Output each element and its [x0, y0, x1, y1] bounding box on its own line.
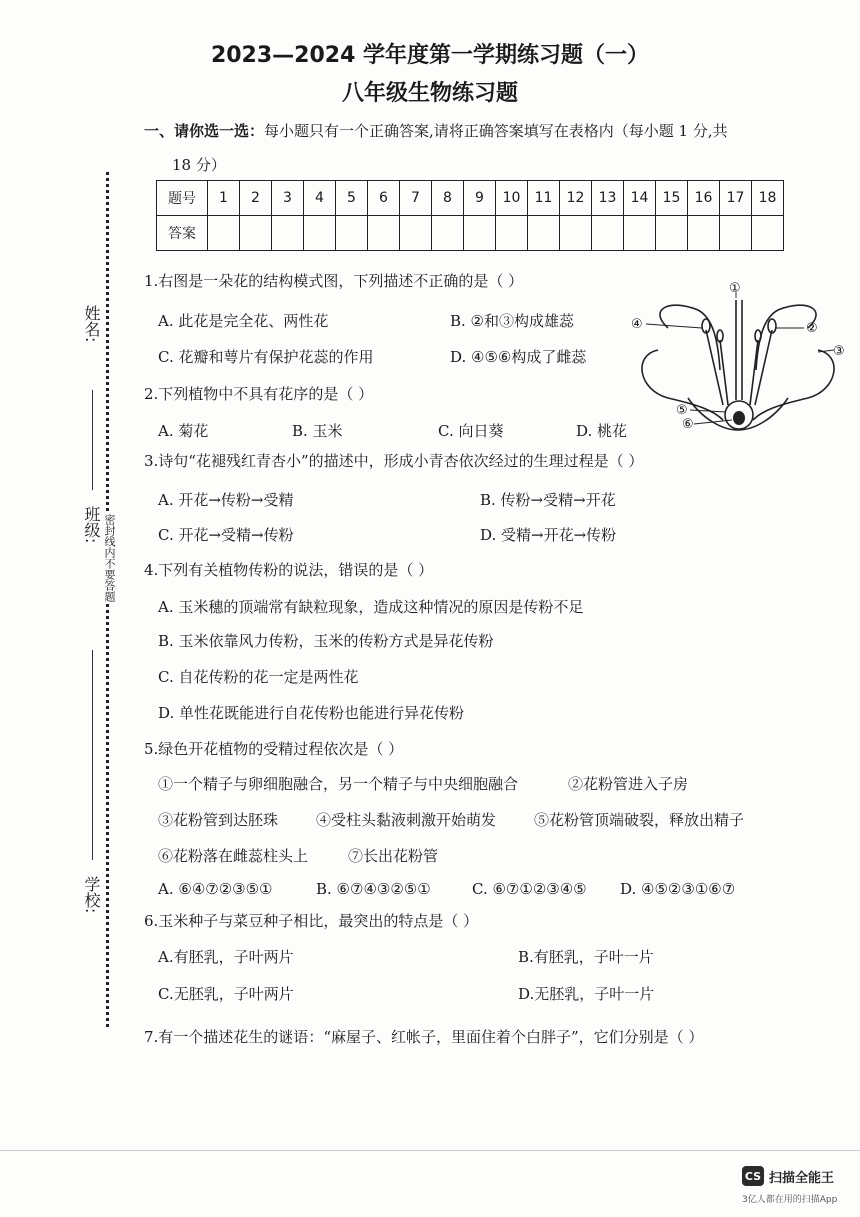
- question-1-option-b: B. ②和③构成雄蕊: [450, 312, 575, 330]
- answer-table-number-cell: 10: [496, 181, 528, 216]
- scanner-logo: [742, 1166, 834, 1186]
- answer-table-answer-cell[interactable]: [368, 216, 400, 251]
- answer-table-header-number: 题号: [157, 181, 208, 216]
- answer-table-answer-cell[interactable]: [528, 216, 560, 251]
- question-6-option-d: D.无胚乳，子叶一片: [518, 985, 655, 1003]
- question-4-option-c: C. 自花传粉的花一定是两性花: [158, 668, 359, 686]
- question-5-option-a: A. ⑥④⑦②③⑤①: [158, 880, 273, 898]
- question-5-step-2: ②花粉管进入子房: [568, 775, 689, 793]
- answer-table-number-cell: 17: [720, 181, 752, 216]
- scanner-logo-name: 扫描全能王: [769, 1170, 835, 1186]
- question-5-step-6: ⑥花粉落在雌蕊柱头上: [158, 847, 309, 865]
- flower-structure-figure: [628, 280, 852, 440]
- exam-subtitle: 八年级生物练习题: [341, 81, 518, 106]
- scanner-logo-tagline: 3亿人都在用的扫描App: [742, 1195, 838, 1205]
- answer-table-answer-cell[interactable]: [240, 216, 272, 251]
- answer-table-answer-cell[interactable]: [752, 216, 784, 251]
- seal-note: 密封线内不要答题: [103, 514, 116, 602]
- scanner-logo-icon: CS: [742, 1166, 764, 1186]
- figure-label-4: ④: [631, 317, 643, 332]
- question-3-option-d: D. 受精→开花→传粉: [480, 526, 617, 544]
- question-4-option-d: D. 单性花既能进行自花传粉也能进行异花传粉: [158, 704, 465, 722]
- answer-table-answer-cell[interactable]: [592, 216, 624, 251]
- school-label: 学校:: [82, 876, 101, 914]
- answer-table-number-cell: 8: [432, 181, 464, 216]
- question-5-option-b: B. ⑥⑦④③②⑤①: [316, 880, 431, 898]
- answer-table-number-cell: 18: [752, 181, 784, 216]
- answer-table-number-cell: 11: [528, 181, 560, 216]
- question-1-option-d: D. ④⑤⑥构成了雌蕊: [450, 348, 587, 366]
- answer-table-number-cell: 5: [336, 181, 368, 216]
- question-3-stem: 3.诗句“花褪残红青杏小”的描述中，形成小青杏依次经过的生理过程是（ ）: [144, 452, 644, 470]
- exam-title: 2023—2024 学年度第一学期练习题（一）: [210, 43, 650, 68]
- name-label: 姓名:: [82, 305, 101, 343]
- question-4-stem: 4.下列有关植物传粉的说法，错误的是（ ）: [144, 561, 434, 579]
- figure-label-1: ①: [729, 281, 741, 296]
- answer-table-number-cell: 14: [624, 181, 656, 216]
- section-instruction: [144, 120, 728, 141]
- answer-table-number-row: [157, 181, 784, 216]
- answer-table-number-cell: 16: [688, 181, 720, 216]
- question-2-option-d: D. 桃花: [576, 422, 628, 440]
- pistil-style: [736, 300, 742, 400]
- petal-left: [660, 305, 720, 370]
- figure-label-6: ⑥: [682, 417, 694, 432]
- section-instruction-text: 每小题只有一个正确答案,请将正确答案填写在表格内（每小题 1 分,共: [264, 122, 728, 140]
- answer-table-answer-row: [157, 216, 784, 251]
- question-3-option-b: B. 传粉→受精→开花: [480, 491, 616, 509]
- answer-table-number-cell: 4: [304, 181, 336, 216]
- question-5-step-5: ⑤花粉管顶端破裂，释放出精子: [534, 811, 745, 829]
- question-4-option-a: A. 玉米穗的顶端常有缺粒现象，造成这种情况的原因是传粉不足: [158, 598, 584, 616]
- answer-table-answer-cell[interactable]: [432, 216, 464, 251]
- question-5-option-d: D. ④⑤②③①⑥⑦: [620, 880, 736, 898]
- question-3-option-a: A. 开花→传粉→受精: [158, 491, 294, 509]
- question-5-step-7: ⑦长出花粉管: [348, 847, 439, 865]
- class-fill-line: [92, 650, 93, 860]
- answer-table-number-cell: 9: [464, 181, 496, 216]
- question-6-option-c: C.无胚乳，子叶两片: [158, 985, 294, 1003]
- section-heading: 一、请你选一选：: [144, 122, 265, 140]
- name-fill-line: [92, 390, 93, 490]
- answer-table-number-cell: 3: [272, 181, 304, 216]
- answer-table-answer-cell[interactable]: [560, 216, 592, 251]
- question-2-stem: 2.下列植物中不具有花序的是（ ）: [144, 385, 374, 403]
- answer-table-answer-cell[interactable]: [464, 216, 496, 251]
- question-1-stem: 1.右图是一朵花的结构模式图，下列描述不正确的是（ ）: [144, 272, 524, 290]
- class-label: 班级:: [82, 506, 101, 544]
- answer-table-header-answer: 答案: [157, 216, 208, 251]
- answer-table-answer-cell[interactable]: [304, 216, 336, 251]
- question-6-stem: 6.玉米种子与菜豆种子相比，最突出的特点是（ ）: [144, 912, 479, 930]
- answer-table-number-cell: 1: [208, 181, 240, 216]
- question-5-step-4: ④受柱头黏液刺激开始萌发: [316, 811, 497, 829]
- answer-table-number-cell: 2: [240, 181, 272, 216]
- answer-table-number-cell: 6: [368, 181, 400, 216]
- question-6-option-a: A.有胚乳，子叶两片: [158, 948, 294, 966]
- figure-label-5: ⑤: [676, 403, 688, 418]
- question-1-option-a: A. 此花是完全花、两性花: [158, 312, 329, 330]
- answer-table-answer-cell[interactable]: [400, 216, 432, 251]
- question-5-step-1: ①一个精子与卵细胞融合，另一个精子与中央细胞融合: [158, 775, 519, 793]
- question-2-option-a: A. 菊花: [158, 422, 209, 440]
- figure-label-2: ②: [806, 321, 818, 336]
- question-7-stem: 7.有一个描述花生的谜语：“麻屋子、红帐子，里面住着个白胖子”，它们分别是（ ）: [144, 1028, 704, 1046]
- answer-table-answer-cell[interactable]: [624, 216, 656, 251]
- footer-divider: [0, 1150, 860, 1151]
- answer-table-answer-cell[interactable]: [208, 216, 240, 251]
- answer-table-answer-cell[interactable]: [720, 216, 752, 251]
- answer-table-number-cell: 15: [656, 181, 688, 216]
- ovule: [733, 411, 745, 425]
- question-5-stem: 5.绿色开花植物的受精过程依次是（ ）: [144, 740, 404, 758]
- answer-table-number-cell: 13: [592, 181, 624, 216]
- answer-table-number-cell: 7: [400, 181, 432, 216]
- section-instruction-cont: 18 分）: [172, 156, 226, 174]
- question-4-option-b: B. 玉米依靠风力传粉，玉米的传粉方式是异花传粉: [158, 632, 494, 650]
- question-1-option-c: C. 花瓣和萼片有保护花蕊的作用: [158, 348, 374, 366]
- answer-table-answer-cell[interactable]: [496, 216, 528, 251]
- answer-table-answer-cell[interactable]: [336, 216, 368, 251]
- answer-table: [156, 180, 784, 251]
- answer-table-answer-cell[interactable]: [272, 216, 304, 251]
- question-2-option-c: C. 向日葵: [438, 422, 504, 440]
- question-5-option-c: C. ⑥⑦①②③④⑤: [472, 880, 587, 898]
- answer-table-number-cell: 12: [560, 181, 592, 216]
- figure-label-3: ③: [833, 344, 845, 359]
- answer-table-answer-cell[interactable]: [688, 216, 720, 251]
- answer-table-answer-cell[interactable]: [656, 216, 688, 251]
- question-6-option-b: B.有胚乳，子叶一片: [518, 948, 654, 966]
- question-3-option-c: C. 开花→受精→传粉: [158, 526, 294, 544]
- question-5-step-3: ③花粉管到达胚珠: [158, 811, 279, 829]
- question-2-option-b: B. 玉米: [292, 422, 343, 440]
